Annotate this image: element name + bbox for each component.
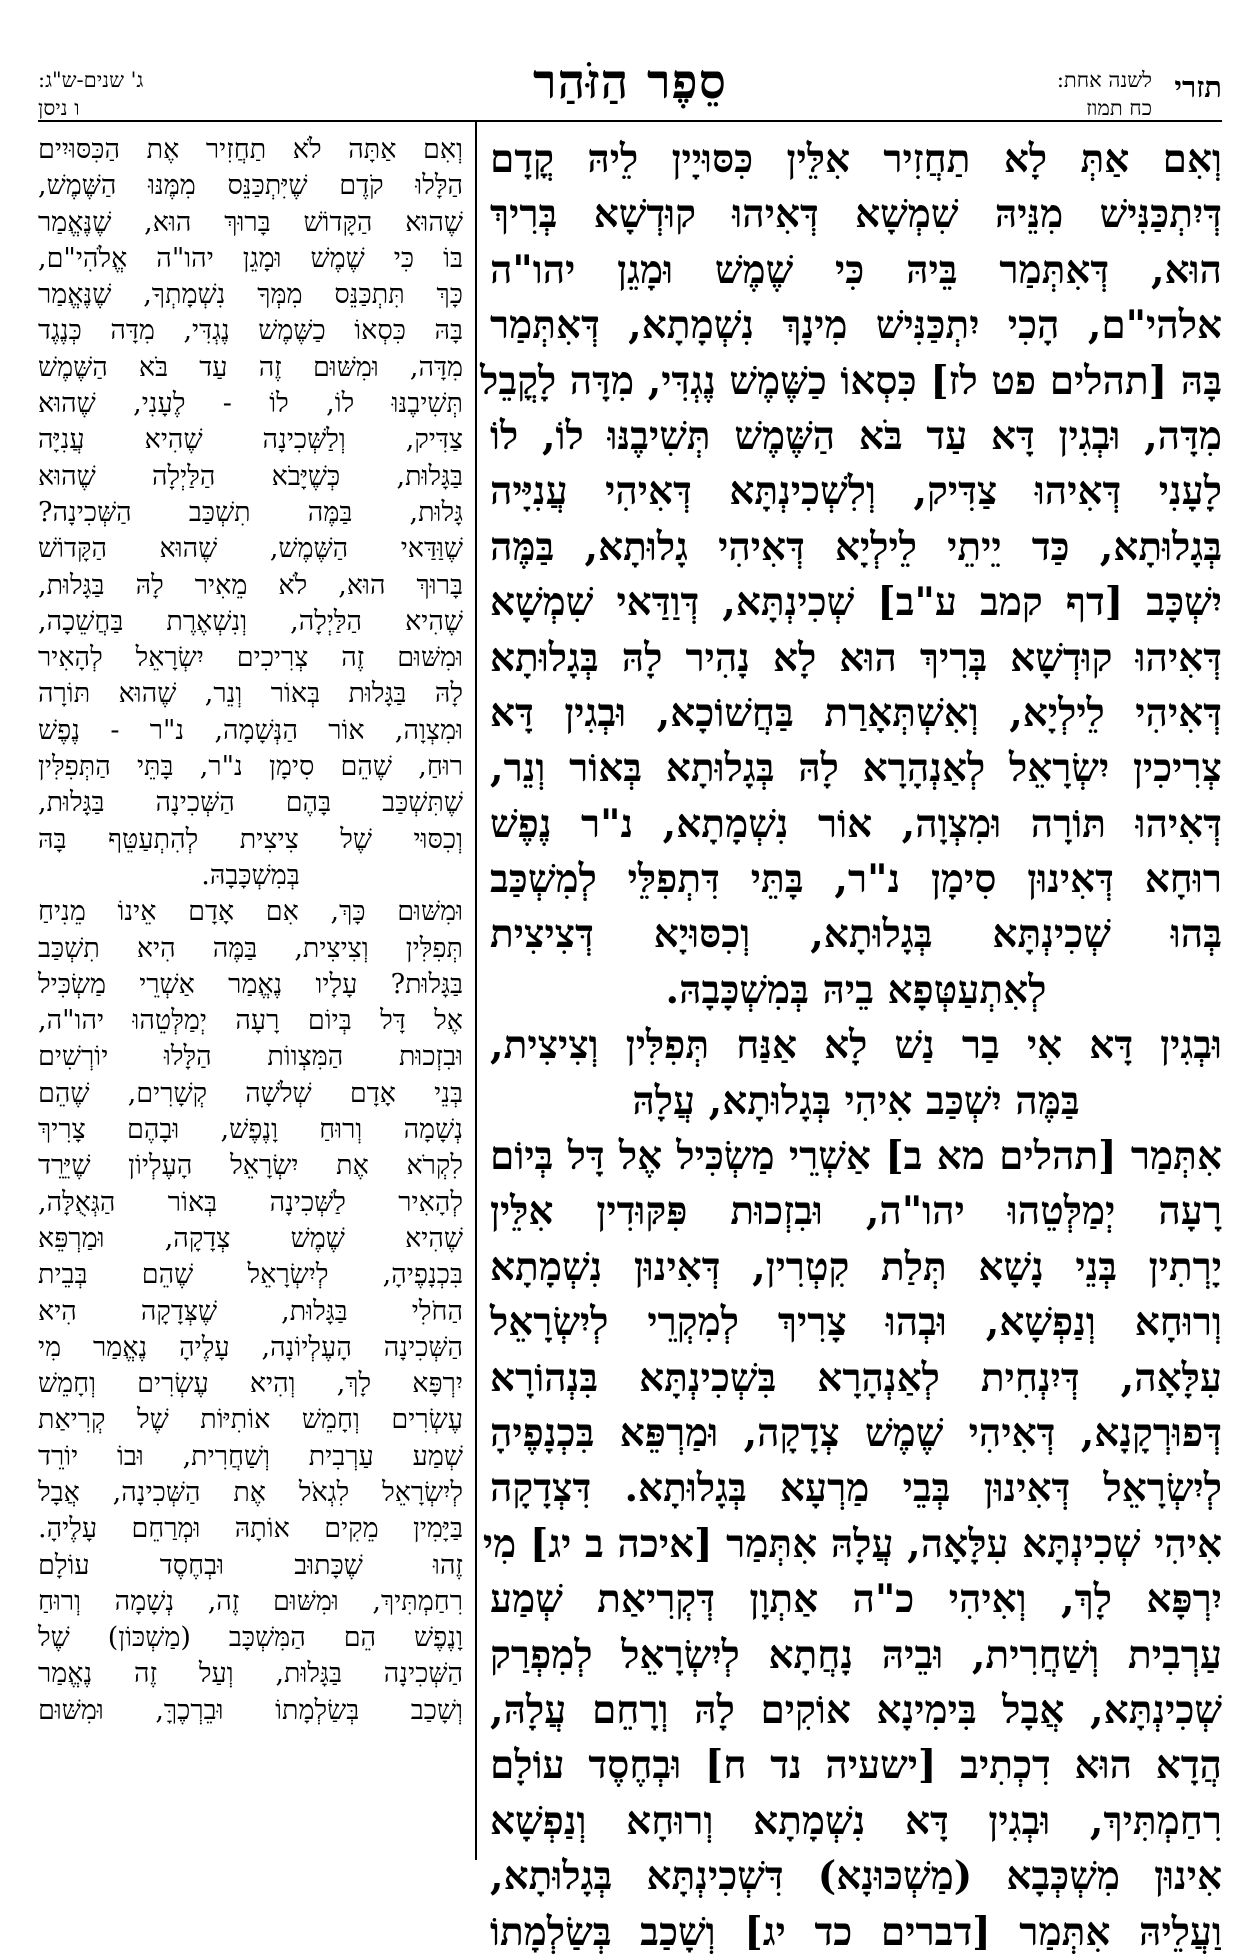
text-line: יָרְתִין בְּנֵי נָשָׁא תְּלַת קִטְרִין, דְּאִינוּן נִשְׁמָתָא	[490, 1243, 1222, 1290]
column-divider	[475, 120, 477, 1860]
text-line: וּבִזְכוּת הַמִּצְווֹת הַלָּלוּ יוֹרְשִׁים	[38, 1041, 463, 1073]
text-line: אלהי"ם, הָכִי יִתְכַּנִּישׁ מִינָךְ נִשְׁמָתָא, דְּאִתְּמַר	[490, 302, 1222, 349]
text-line: תְּשִׁיבֶנּוּ לוֹ, לוֹ - לֶעָנִי, שֶׁהוּא	[38, 388, 463, 420]
text-line: אֶל דָּל בְּיוֹם רָעָה יְמַלְּטֵהוּ יהו"ה,	[38, 1005, 463, 1037]
text-line: אִינוּן מִשְׁכְּבָא (מַשְׁכּוּנָא) דִּשְׁכִינְתָּא בְּגָלוּתָא,	[490, 1853, 1222, 1900]
text-line: דְּיִתְכַּנִּישׁ מִנֵּיהּ שִׁמְשָׁא דְּאִיהוּ קוּדְשָׁא בְּרִיךְ	[490, 191, 1222, 238]
text-line: בּוֹ כִּי שֶׁמֶשׁ וּמָגֵן יהו"ה אֱלֹהִי"ם,	[38, 242, 463, 274]
text-line: שֶׁוַּדַּאי הַשֶּׁמֶשׁ, שֶׁהוּא הַקָּדוֹשׁ	[38, 533, 463, 565]
text-line: רִחַמְתִּיךְ, וּבְגִין דָּא נִשְׁמָתָא וְרוּחָא וְנַפְשָׁא	[490, 1797, 1222, 1844]
text-line: בְּהוּ שְׁכִינְתָּא בְּגָלוּתָא, וְכִסּוּיָא דְּצִיצִית	[490, 911, 1222, 958]
text-line: כָּךְ תִּתְכַּנֵּס מִמְּךָ נִשְׁמָתְךָ, שֶׁנֶּאֱמַר	[38, 279, 463, 311]
text-line: וְאִם אַתָּה לֹא תַחֲזִיר אֶת הַכִּסּוּיִים	[38, 134, 463, 165]
text-line: בַּגָּלוּת, כְּשֶׁיָּבֹא הַלַּיְלָה שֶׁהוּא	[38, 460, 463, 492]
text-line: עֶשְׂרִים וְחָמֵשׁ אוֹתִיּוֹת שֶׁל קְרִיאַת	[38, 1404, 463, 1436]
one-year-date: כח תמוז	[1086, 96, 1152, 120]
text-line: רוּחַ, שֶׁהֵם סִימָן נ"ר, בָּתֵּי הַתְּפִלִּין	[38, 751, 463, 783]
text-line: שֶׁתִּשְׁכַּב בָּהֶם הַשְּׁכִינָה בַּגָּלוּת,	[38, 787, 463, 819]
text-line: דְּפוּרְקָנָא, דְּאִיהִי שֶׁמֶשׁ צְדָקָה, וּמַרְפֵּא בִּכְנָפֶיהָ	[490, 1409, 1222, 1456]
hebrew-translation-column	[38, 132, 463, 1858]
text-line: בַּגָּלוּת? עָלָיו נֶאֱמַר אַשְׁרֵי מַשְׂכִּיל	[38, 968, 463, 1000]
text-line: וְשָׁכַב בְּשַׂלְמָתוֹ וּבֵרְכֶךָּ, וּמִשּׁוּם	[38, 1694, 463, 1726]
text-line: בִּכְנָפֶיהָ, לְיִשְׂרָאֵל שֶׁהֵם בְּבֵית	[38, 1259, 463, 1291]
text-line: גָּלוּת, בַּמֶּה תִשְׁכַּב הַשְּׁכִינָה?	[38, 496, 463, 528]
text-line: בַּמֶּה יִשְׁכַּב אִיהִי בְּגָלוּתָא, עֲלָהּ	[632, 1077, 1080, 1124]
parsha-name: תזרי	[1174, 70, 1222, 104]
text-line: בְּמִשְׁכָּבָהּ.	[201, 859, 300, 891]
text-line: רִחַמְתִּיךְ, וּמִשּׁוּם זֶה, נְשָׁמָה וְרוּחַ	[38, 1585, 463, 1617]
text-line: בַּיָּמִין מֵקִים אוֹתָהּ וּמְרַחֵם עָלֶיהָ.	[38, 1513, 463, 1545]
text-line: מִדָּה, וּבְגִין דָּא עַד בֹּא הַשֶּׁמֶשׁ תְּשִׁיבֶנּוּ לוֹ, לוֹ	[490, 412, 1222, 459]
text-line: הֲדָא הוּא דִכְתִיב [ישעיה נד ח] וּבְחֶסֶד עוֹלָם	[490, 1742, 1222, 1789]
text-line: יִשְׁכָּב [דף קמב ע"ב] שְׁכִינְתָּא, דְּוַדַּאי שִׁמְשָׁא	[490, 579, 1222, 626]
text-line: נְשָׁמָה וְרוּחַ וָנֶפֶשׁ, וּבָהֶם צָרִיךְ	[38, 1114, 463, 1146]
text-line: וְאִם אַתְּ לָא תַחֲזִיר אִלֵּין כִּסּוּיָין לֵיהּ קֳדָם	[490, 136, 1222, 182]
text-line: לְיִשְׂרָאֵל לִגְאֹל אֶת הַשְּׁכִינָה, אֲבָל	[38, 1476, 463, 1508]
text-line: שֶׁהִיא שֶׁמֶשׁ צְדָקָה, וּמַרְפֵּא	[38, 1222, 463, 1254]
text-line: דְּאִיהִי לֵילְיָא, וְאִשְׁתְּאָרַת בַּחֲשׁוֹכָא, וּבְגִין דָּא	[490, 689, 1222, 736]
text-line: תְּפִלִּין וְצִיצִית, בַּמֶּה הִיא תִשְׁכַּב	[38, 932, 463, 964]
three-year-date: ו ניסן	[38, 96, 80, 120]
text-line: בָּהּ כִּסְאוֹ כַשֶּׁמֶשׁ נֶגְדִּי, מִדָּה כְּנֶגֶד	[38, 315, 463, 347]
text-line: לְהָאִיר לַשְּׁכִינָה בְּאוֹר הַגְּאֻלָּה,	[38, 1186, 463, 1218]
text-line: לָהּ בַּגָּלוּת בְּאוֹר וְנֵר, שֶׁהוּא תּוֹרָה	[38, 678, 463, 710]
text-line: צַדִּיק, וְלַשְּׁכִינָה שֶׁהִיא עֲנִיָּה	[38, 424, 463, 456]
text-line: בְּגָלוּתָא, כַּד יֵיתֵי לֵילְיָא דְּאִיהִי גָלוּתָא, בַּמֶּה	[490, 523, 1222, 570]
text-line: אִיהִי שְׁכִינְתָּא עִלָּאָה, עֲלָהּ אִתְּמַר [איכה ב יג] מִי	[482, 1520, 1222, 1567]
text-line: וּבְגִין דָּא אִי בַר נַשׁ לָא אַנַּח תְּפִלִּין וְצִיצִית,	[490, 1022, 1222, 1069]
text-line: וּמִצְוָה, אוֹר הַנְּשָׁמָה, נ"ר - נֶפֶשׁ	[38, 714, 463, 746]
text-line: הַשְּׁכִינָה הָעֶלְיוֹנָה, עָלֶיהָ נֶאֱמַר מִי	[38, 1331, 463, 1363]
text-line: שֶׁהִיא הַלַּיְלָה, וְנִשְׁאֶרֶת בַּחֲשֵׁכָה,	[38, 605, 463, 637]
book-title: סֵפֶר הַזֹּהַר	[533, 54, 727, 110]
text-line: לָעָנִי דְּאִיהוּ צַדִּיק, וְלִשְׁכִינְתָּא דְּאִיהִי עֲנִיָּיה	[490, 468, 1222, 515]
text-line: אִתְּמַר [תהלים מא ב] אַשְׁרֵי מַשְׂכִּיל אֶל דָּל בְּיוֹם	[490, 1133, 1222, 1180]
text-line: מִדָּה, וּמִשּׁוּם זֶה עַד בֹּא הַשֶּׁמֶשׁ	[38, 351, 463, 383]
aramaic-text-column	[480, 132, 1222, 1955]
three-year-schedule	[38, 66, 258, 122]
text-line: דְּאִיהוּ תּוֹרָה וּמִצְוָה, אוֹר נִשְׁמָתָא, נ"ר נֶפֶשׁ	[490, 800, 1222, 847]
text-line: צְרִיכִין יִשְׂרָאֵל לְאַנְהָרָא לָהּ בְּגָלוּתָא בְּאוֹר וְנֵר,	[490, 745, 1222, 792]
text-line: לְיִשְׂרָאֵל דְּאִינוּן בְּבֵי מַרְעָא בְּגָלוּתָא. דִּצְדָקָה	[490, 1465, 1222, 1512]
text-line: וּמִשּׁוּם כָּךְ, אִם אָדָם אֵינוֹ מֵנִיחַ	[38, 896, 463, 928]
text-line: וְכִסּוּי שֶׁל צִיצִית לְהִתְעַטֵּף בָּהּ	[38, 823, 463, 855]
page-header	[38, 52, 1222, 130]
text-line: וָנֶפֶשׁ הֵם הַמִּשְׁכָּב (מַשְׁכּוֹן) שֶׁל	[38, 1622, 463, 1654]
one-year-label: לשנה אחת:	[1056, 68, 1152, 92]
text-line: הַשְּׁכִינָה בַּגָּלוּת, וְעַל זֶה נֶאֱמַר	[38, 1658, 463, 1690]
text-line: וַעֲלֵיהּ אִתְּמַר [דברים כד יג] וְשָׁכַב בְּשַׂלְמָתוֹ	[490, 1908, 1222, 1955]
text-line: רוּחָא דְּאִינוּן סִימָן נ"ר, בָּתֵּי דִּתְפִלֵּי לְמִשְׁכַּב	[490, 856, 1222, 903]
text-line: הַלָּלוּ קֹדֶם שֶׁיִּתְכַּנֵּס מִמֶּנּוּ הַשֶּׁמֶשׁ,	[38, 170, 463, 202]
three-year-label: ג' שנים-ש"ג:	[38, 68, 144, 92]
text-line: בָּרוּךְ הוּא, לֹא מֵאִיר לָהּ בַּגָּלוּת,	[38, 569, 463, 601]
text-line: שְׁכִינְתָּא, אֲבָל בִּימִינָא אוֹקִים לָהּ וְרָחֵם עֲלָהּ,	[490, 1686, 1222, 1733]
text-line: יִרְפָּא לָךְ, וְהִיא עֶשְׂרִים וְחָמֵשׁ	[38, 1368, 463, 1400]
header-divider	[38, 120, 1222, 122]
text-line: הוּא, דְּאִתְּמַר בֵּיהּ כִּי שֶׁמֶשׁ וּמָגֵן יהו"ה	[490, 246, 1222, 293]
text-line: וּמִשּׁוּם זֶה צְרִיכִים יִשְׂרָאֵל לְהָאִיר	[38, 642, 463, 674]
text-line: לְאִתְעַטְּפָא בֵיהּ בְּמִשְׁכָּבָהּ.	[665, 966, 1047, 1013]
text-line: דְּאִיהוּ קוּדְשָׁא בְּרִיךְ הוּא לָא נָהִיר לָהּ בְּגָלוּתָא	[490, 634, 1222, 681]
text-line: הַחֹלִי בַּגָּלוּת, שֶׁצְּדָקָה הִיא	[38, 1295, 463, 1327]
text-line: שֶׁהוּא הַקָּדוֹשׁ בָּרוּךְ הוּא, שֶׁנֶּאֱמַר	[38, 206, 463, 238]
text-line: יִרְפָּא לָךְ, וְאִיהִי כ"ה אַתְוָן דְּקְרִיאַת שְׁמַע	[490, 1576, 1222, 1623]
text-line: בָּהּ [תהלים פט לז] כִּסְאוֹ כַשֶּׁמֶשׁ נֶגְדִּי, מִדָּה לָקֳבֵל	[480, 357, 1222, 404]
text-line: רָעָה יְמַלְּטֵהוּ יהו"ה, וּבִזְכוּת פִּקּוּדִין אִלֵּין	[490, 1188, 1222, 1235]
text-line: שְׁמַע עַרְבִית וְשַׁחֲרִית, וּבוֹ יוֹרֵד	[38, 1440, 463, 1472]
text-line: וְרוּחָא וְנַפְשָׁא, וּבְהוּ צָרִיךְ לְמִקְרֵי לְיִשְׂרָאֵל	[490, 1299, 1222, 1346]
text-line: זֶהוּ שֶׁכָּתוּב וּבְחֶסֶד עוֹלָם	[38, 1549, 463, 1581]
text-line: לִקְרֹא אֶת יִשְׂרָאֵל הָעֶלְיוֹן שֶׁיֵּרֵד	[38, 1150, 463, 1182]
text-line: עִלָּאָה, דְּיִנְחִית לְאַנְהָרָא בִּשְׁכִינְתָּא בִּנְהוֹרָא	[490, 1354, 1222, 1401]
text-line: בְּנֵי אָדָם שְׁלֹשָׁה קְשָׁרִים, שֶׁהֵם	[38, 1077, 463, 1109]
text-line: עַרְבִית וְשַׁחֲרִית, וּבֵיהּ נָחֲתָא לְיִשְׂרָאֵל לְמִפְרַק	[490, 1631, 1222, 1678]
